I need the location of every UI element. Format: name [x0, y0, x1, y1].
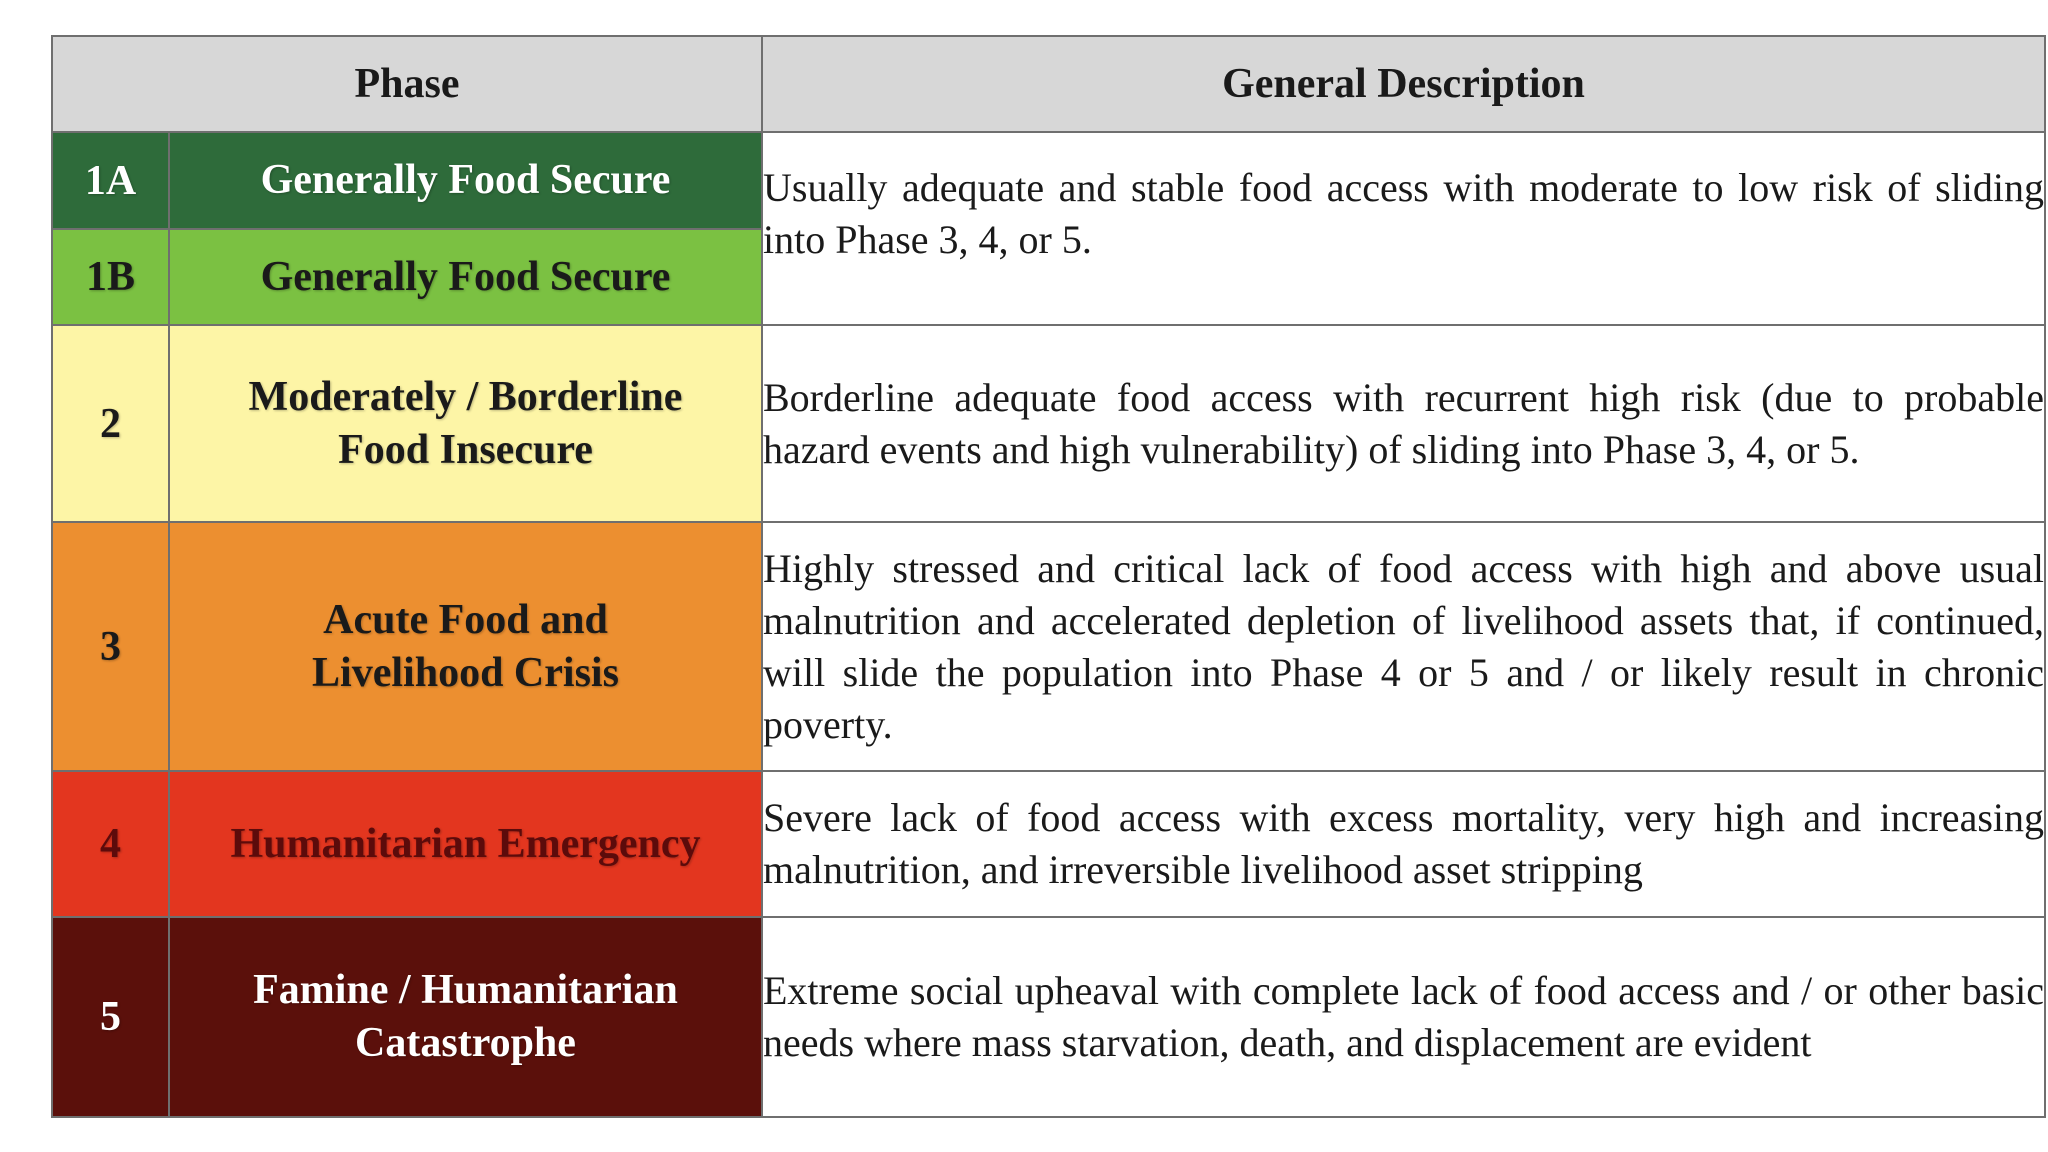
phase-code-5: 5	[52, 917, 169, 1117]
ipc-phase-table	[51, 35, 2046, 1118]
phase-name-line: Generally Food Secure	[260, 253, 671, 300]
table-row-phase-3	[52, 522, 2045, 771]
phase-3-description: Highly stressed and critical lack of food access with high and above usual malnutrition and accelerated depletion of livelihood assets that, if continued, will slide the population into Phase 4 or 5 and / or likely result in chronic poverty.	[762, 522, 2045, 771]
phase-name-line: Acute Food and	[323, 596, 608, 643]
table-row-phase-1a	[52, 132, 2045, 229]
phase-column-header: Phase	[52, 36, 762, 132]
phase-name-line: Famine / Humanitarian	[253, 967, 678, 1013]
phase-name-2	[169, 325, 762, 522]
phase-name-1b	[169, 229, 762, 325]
phase-code-1a: 1A	[52, 132, 169, 229]
phase-name-5	[169, 917, 762, 1117]
phase-name-line: Catastrophe	[355, 1020, 576, 1066]
phase-code-3: 3	[52, 522, 169, 771]
phase-name-line: Livelihood Crisis	[312, 649, 619, 696]
phase-code-2: 2	[52, 325, 169, 522]
phase-4-description: Severe lack of food access with excess mortality, very high and increasing malnutrition, and irreversible livelihood asset stripping	[762, 771, 2045, 917]
phase-name-line: Food Insecure	[338, 426, 593, 473]
description-column-header: General Description	[762, 36, 2045, 132]
phase-name-line: Humanitarian Emergency	[230, 820, 701, 867]
phase-name-line: Moderately / Borderline	[248, 373, 683, 420]
phase-5-description: Extreme social upheaval with complete lack of food access and / or other basic needs where mass starvation, death, and displacement are evident	[762, 917, 2045, 1117]
table-row-phase-5	[52, 917, 2045, 1117]
phase-name-3	[169, 522, 762, 771]
phase-code-1b: 1B	[52, 229, 169, 325]
phase-name-line: Generally Food Secure	[260, 157, 671, 203]
table-row-phase-2	[52, 325, 2045, 522]
phase-1-description: Usually adequate and stable food access with moderate to low risk of sliding into Phase 3, 4, or 5.	[762, 132, 2045, 325]
table-header-row	[52, 36, 2045, 132]
table-row-phase-4	[52, 771, 2045, 917]
phase-2-description: Borderline adequate food access with recurrent high risk (due to probable hazard events and high vulnerability) of sliding into Phase 3, 4, or 5.	[762, 325, 2045, 522]
phase-code-4: 4	[52, 771, 169, 917]
phase-name-4	[169, 771, 762, 917]
phase-name-1a	[169, 132, 762, 229]
